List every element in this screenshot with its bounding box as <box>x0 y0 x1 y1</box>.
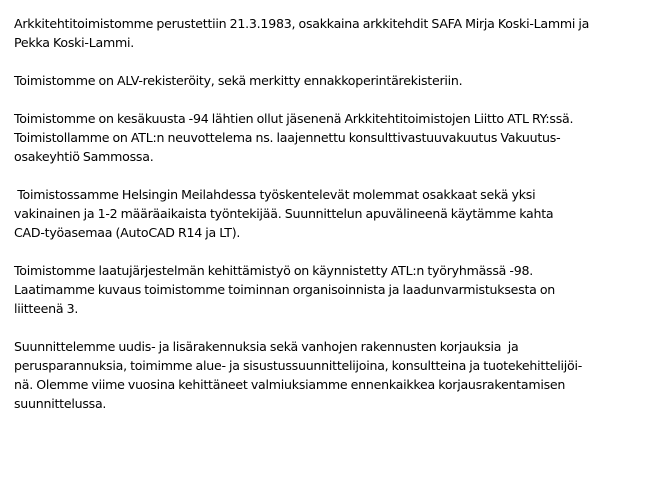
text-line: Toimistomme on ALV-rekisteröity, sekä merkitty ennakkoperintärekisteriin. <box>14 73 463 88</box>
text-line: perusparannuksia, toimimme alue- ja sisustussuunnittelijoina, konsultteina ja tuotekehittelijöi- <box>14 358 583 373</box>
text-line: Arkkitehtitoimistomme perustettiin 21.3.1983, osakkaina arkkitehdit SAFA Mirja Koski-Lammi ja <box>14 16 590 31</box>
text-line: Toimistollamme on ATL:n neuvottelema ns. laajennettu konsulttivastuuvakuutus Vakuutus- <box>14 130 561 145</box>
text-line: CAD-työasemaa (AutoCAD R14 ja LT). <box>14 225 241 240</box>
paragraph-staff-and-tools <box>14 185 654 242</box>
paragraph-services <box>14 337 654 413</box>
text-line: suunnittelussa. <box>14 396 107 411</box>
paragraph-vat-registration <box>14 71 654 90</box>
text-line: Toimistossamme Helsingin Meilahdessa työskentelevät molemmat osakkaat sekä yksi <box>14 187 536 202</box>
text-line: Laatimamme kuvaus toimistomme toiminnan organisoinnista ja laadunvarmistuksesta on <box>14 282 556 297</box>
text-line: vakinainen ja 1-2 määräaikaista työntekijää. Suunnittelun apuvälineenä käytämme kahta <box>14 206 554 221</box>
paragraph-quality-system <box>14 261 654 318</box>
text-line: liitteenä 3. <box>14 301 79 316</box>
text-line: osakeyhtiö Sammossa. <box>14 149 154 164</box>
text-line: Toimistomme on kesäkuusta -94 lähtien ollut jäsenenä Arkkitehtitoimistojen Liitto ATL RY:ssä. <box>14 111 574 126</box>
text-line: Toimistomme laatujärjestelmän kehittämistyö on käynnistetty ATL:n työryhmässä -98. <box>14 263 533 278</box>
text-line: nä. Olemme viime vuosina kehittäneet valmiuksiamme ennenkaikkea korjausrakentamisen <box>14 377 566 392</box>
text-line: Pekka Koski-Lammi. <box>14 35 134 50</box>
text-line: Suunnittelemme uudis- ja lisärakennuksia sekä vanhojen rakennusten korjauksia ja <box>14 339 519 354</box>
paragraph-atl-membership <box>14 109 654 166</box>
paragraph-company-founding <box>14 14 654 52</box>
